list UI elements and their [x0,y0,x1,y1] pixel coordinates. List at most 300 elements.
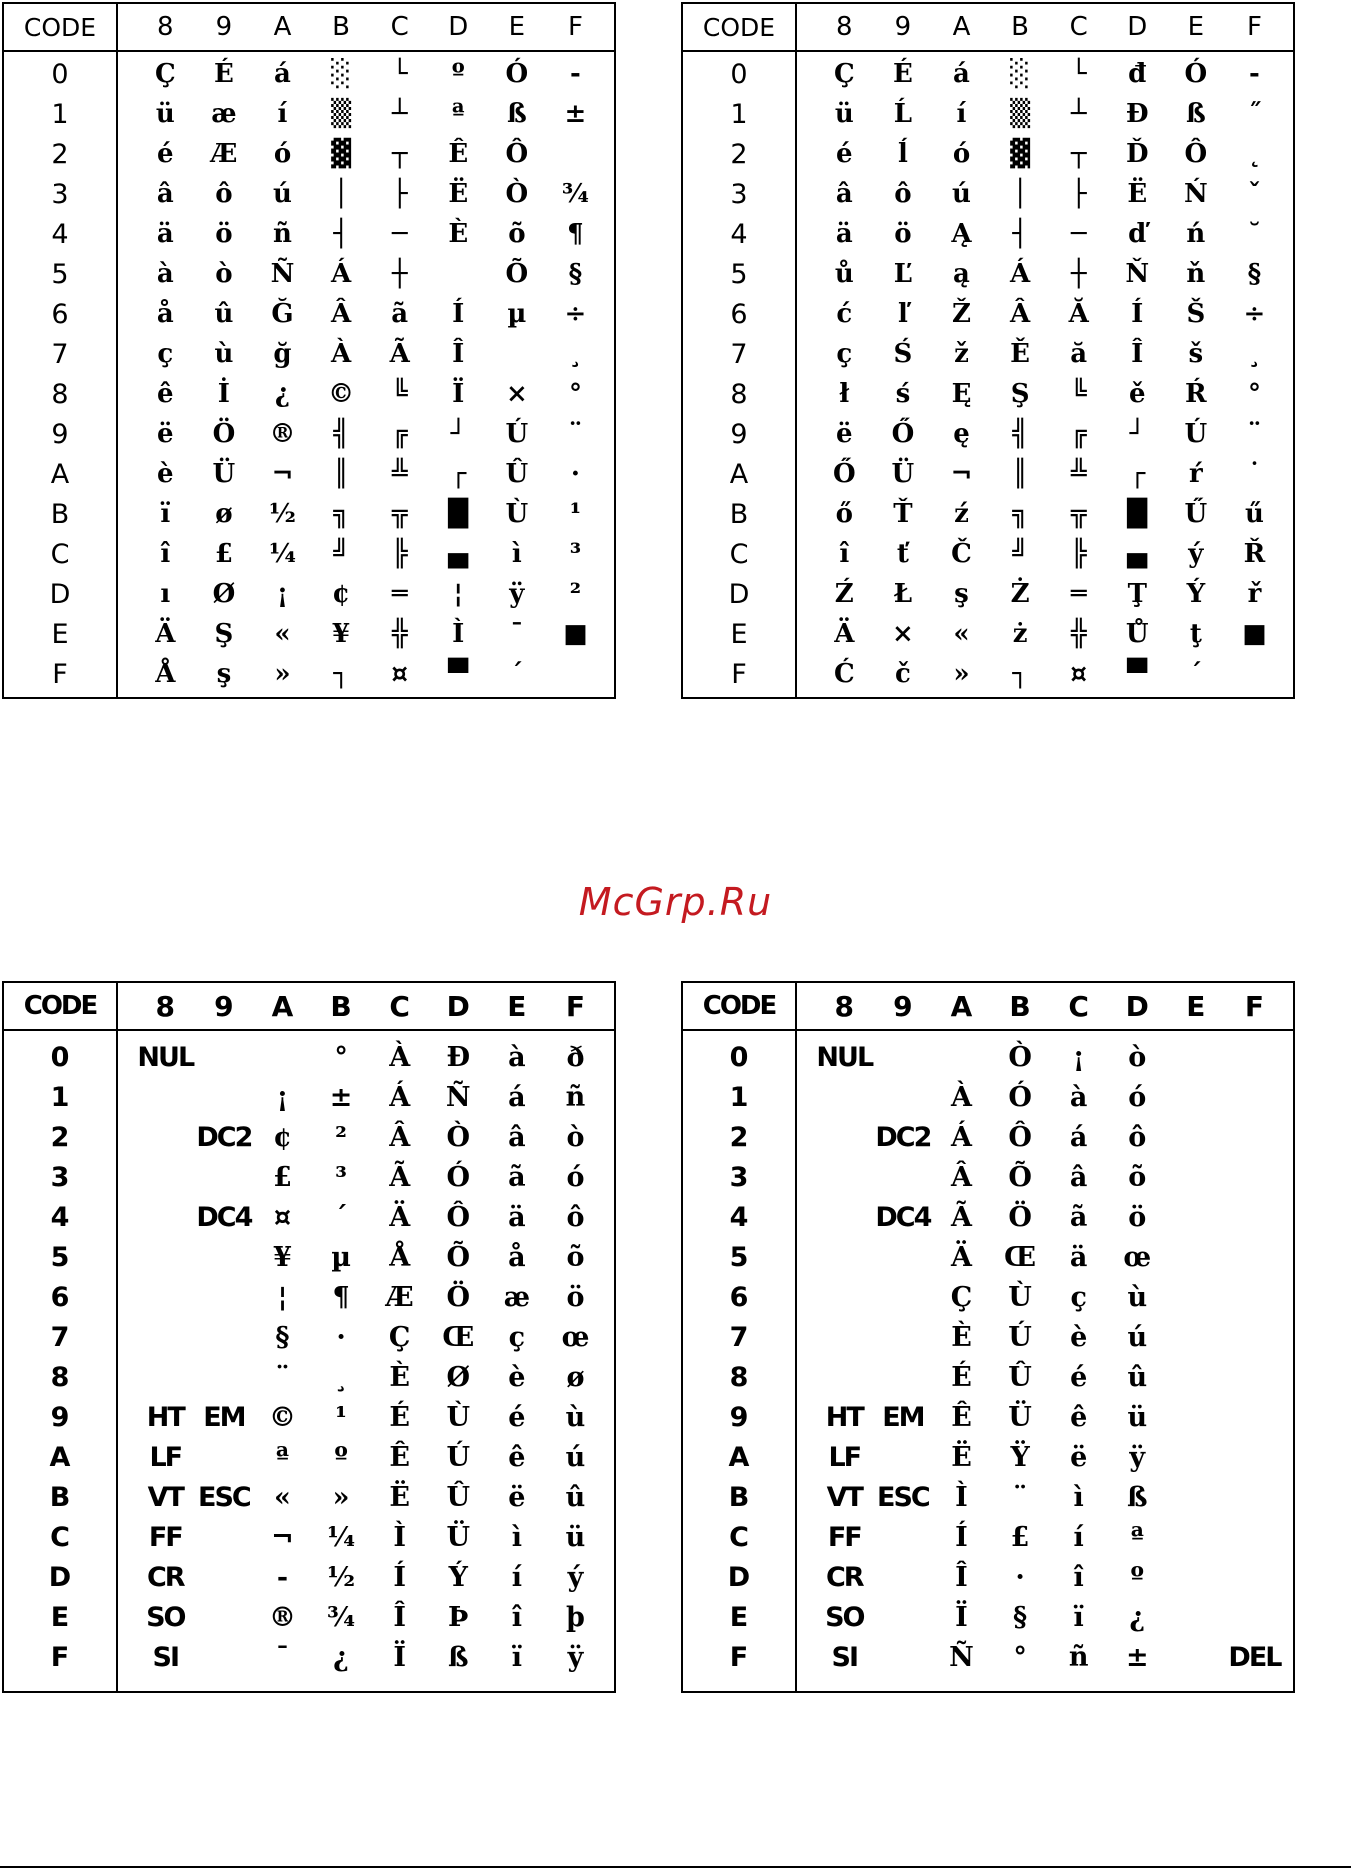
table-row [683,1117,1293,1157]
table-row [4,1317,614,1357]
row-code: 6 [51,298,69,330]
char-cell: ╣ [333,419,349,449]
char-cell: Ã [389,1161,411,1193]
char-cell: Œ [1004,1241,1037,1273]
char-cell: Ö [446,1281,471,1313]
char-cell: ę [953,419,970,449]
table-row [4,1597,614,1637]
char-cell: À [389,1041,411,1073]
char-cell: í [277,99,288,129]
char-cell: ° [1013,1641,1027,1673]
char-cell: SO [146,1601,185,1633]
char-cell: Â [951,1161,972,1193]
column-header: 8 [834,989,855,1023]
char-cell: ▓ [331,139,352,169]
char-cell: â [1069,1161,1088,1193]
table-row [4,534,614,574]
char-cell: ï [1073,1601,1084,1633]
char-cell: Ů [1125,619,1149,649]
char-cell: á [1069,1121,1088,1153]
char-cell: Ç [154,59,176,89]
char-cell: ¾ [326,1601,356,1633]
char-cell: æ [503,1281,531,1313]
char-cell: œ [1123,1241,1152,1273]
char-cell: ç [157,339,174,369]
char-cell: Ô [446,1201,471,1233]
table-row [683,1197,1293,1237]
char-cell: ä [156,219,174,249]
char-cell: ╝ [333,539,349,569]
char-cell: Ü [212,459,236,489]
char-cell: SI [152,1641,179,1673]
char-cell: ■ [563,619,588,649]
char-cell: Ä [834,619,855,649]
char-cell: ½ [326,1561,356,1593]
char-cell: Ì [955,1481,968,1513]
char-cell: ═ [391,579,408,609]
char-cell: ¬ [271,459,294,489]
char-cell: ë [157,419,174,449]
char-cell: Ç [388,1321,411,1353]
table-row [4,1517,614,1557]
char-cell: ź [954,499,969,529]
char-cell: ÷ [564,299,587,329]
char-cell: ¤ [391,659,408,689]
char-cell: ò [1128,1041,1147,1073]
char-cell: ¡ [1072,1041,1085,1073]
char-cell: · [570,459,580,489]
char-cell: ® [269,419,296,449]
char-cell: Ä [155,619,176,649]
table-row [4,1077,614,1117]
table-row [4,1197,614,1237]
table-row [4,1397,614,1437]
char-cell: Â [389,1121,411,1153]
char-cell: Ű [1184,499,1208,529]
char-cell: š [1188,339,1204,369]
char-cell: Ý [448,1561,468,1593]
char-cell: ˇ [1247,179,1261,209]
char-cell: û [1127,1361,1148,1393]
char-cell: ± [1125,1641,1149,1673]
char-cell: Å [155,659,176,689]
char-cell: Ř [1243,539,1266,569]
char-cell: - [570,59,581,89]
char-cell: ║ [1012,459,1028,489]
char-cell: ¶ [332,1281,350,1313]
char-cell: Ó [1008,1081,1032,1113]
char-cell: Â [1009,299,1031,329]
column-header: A [950,989,973,1023]
char-cell: ä [835,219,853,249]
char-cell: Ď [1125,139,1149,169]
table-row [683,1157,1293,1197]
char-cell: ª [1130,1521,1144,1553]
char-cell: ¡ [276,1081,289,1113]
char-cell: ▄ [1127,539,1148,569]
char-cell: ą [953,259,970,289]
table-row [683,534,1293,574]
char-cell: ¢ [273,1121,292,1153]
char-cell: º [451,59,465,89]
char-cell: ã [391,299,409,329]
char-cell: ś [895,379,911,409]
column-header: B [1009,989,1031,1023]
row-code: 2 [730,138,748,170]
char-cell: â [835,179,853,209]
char-cell: Å [389,1241,411,1273]
char-cell: õ [566,1241,585,1273]
char-cell: ┌ [1129,459,1146,489]
char-cell: ã [1069,1201,1088,1233]
char-cell: Ş [1010,379,1030,409]
column-header: 9 [893,989,913,1023]
char-cell: º [1130,1561,1145,1593]
char-cell: ŕ [1189,459,1203,489]
char-cell: ▀ [448,659,469,689]
char-cell: Ñ [445,1081,471,1113]
char-cell: ¦ [277,1281,288,1313]
row-code: B [728,1481,750,1513]
row-code: 3 [51,178,69,210]
char-cell: á [274,59,291,89]
char-cell: º [334,1441,348,1473]
char-cell: ť [896,539,909,569]
row-code: D [727,1561,751,1593]
char-cell: ¯ [510,619,524,649]
char-cell: ¦ [453,579,463,609]
char-cell: Í [393,1561,406,1593]
char-cell: ˘ [1247,219,1261,249]
column-header: F [1246,12,1262,42]
char-cell: õ [1128,1161,1147,1193]
char-cell: ▄ [448,539,469,569]
char-cell: Î [1131,339,1144,369]
char-cell: Ł [893,579,913,609]
char-cell: Ê [951,1401,972,1433]
row-code: 1 [50,1081,70,1113]
row-code: 4 [729,1201,749,1233]
char-cell: Ú [446,1441,471,1473]
char-cell: ł [839,379,850,409]
table-row [683,94,1293,134]
table-row [4,214,614,254]
char-cell: â [156,179,174,209]
char-cell: ¡ [276,579,289,609]
char-cell: Ô [1184,139,1208,169]
row-code: 5 [730,258,748,290]
char-cell: ý [1188,539,1204,569]
table-row [4,1477,614,1517]
char-cell: è [508,1361,526,1393]
char-cell: ª [275,1441,290,1473]
char-cell: ń [1186,219,1206,249]
table-row [4,1157,614,1197]
char-cell: ¹ [335,1401,347,1433]
char-cell: û [214,299,234,329]
char-cell: Ż [1010,579,1030,609]
column-headers [136,12,605,42]
table-row [683,1277,1293,1317]
row-code: 0 [50,1041,70,1073]
char-cell: Ü [446,1521,471,1553]
char-cell: ▀ [1127,659,1148,689]
char-cell: ï [511,1641,522,1673]
row-code: 7 [730,338,748,370]
char-cell: DC2 [875,1121,931,1153]
char-cell: VT [147,1481,183,1513]
footer-rule [0,1866,1351,1868]
char-cell: ╠ [391,539,408,569]
char-cell: ▒ [1010,99,1031,129]
char-cell: Ò [1008,1041,1032,1073]
char-cell: Ã [951,1201,972,1233]
char-cell: ď [1128,219,1147,249]
char-cell: Ň [1125,259,1150,289]
char-cell: ┬ [1070,139,1087,169]
char-cell: Û [1008,1361,1032,1393]
char-cell: õ [508,219,526,249]
char-cell: û [565,1481,586,1513]
char-cell: § [1247,259,1262,289]
code-label: CODE [23,12,97,42]
row-code: 5 [50,1241,70,1273]
char-cell: « [953,619,970,649]
char-cell: ê [1070,1401,1088,1433]
char-cell: ┐ [333,659,349,689]
char-cell: │ [333,179,349,209]
char-cell: ¶ [567,219,584,249]
table-header [683,983,1265,1029]
char-cell: ć [836,299,853,329]
char-cell: ó [273,139,292,169]
char-cell: Ñ [270,259,295,289]
char-cell: - [1249,59,1260,89]
char-cell: ö [894,219,912,249]
char-cell: NUL [137,1041,194,1073]
char-cell: Ş [214,619,234,649]
char-cell: ú [273,179,292,209]
code-label: CODE [23,991,97,1021]
row-code: F [729,1641,749,1673]
char-cell: á [508,1081,526,1113]
char-cell: © [268,1401,296,1433]
column-header: D [446,989,470,1023]
row-code: 4 [50,1201,70,1233]
char-cell: Á [389,1081,411,1113]
char-cell: Ŕ [1185,379,1207,409]
char-cell: ║ [333,459,349,489]
table-row [683,574,1293,614]
row-code: 2 [50,1121,70,1153]
table-row [683,134,1293,174]
char-cell: œ [561,1321,590,1353]
row-code: 9 [51,418,69,450]
char-cell: Ę [951,379,972,409]
char-cell: EM [203,1401,245,1433]
char-cell: É [951,1361,972,1393]
char-cell: Š [1186,299,1206,329]
char-cell: ş [954,579,969,609]
column-header: D [1125,989,1149,1023]
char-cell: Ç [833,59,855,89]
char-cell: î [511,1601,522,1633]
header-divider [683,1029,1293,1031]
char-cell: CR [825,1561,863,1593]
row-code: 3 [50,1161,70,1193]
char-cell: É [892,59,913,89]
column-header: C [390,12,409,42]
table-row [4,294,614,334]
char-cell: Ö [1008,1201,1032,1233]
table-row [4,334,614,374]
char-cell: î [1073,1561,1084,1593]
char-cell: └ [1070,59,1087,89]
table-rows [683,54,1293,694]
row-code: 1 [51,98,69,130]
char-cell: Î [955,1561,968,1593]
char-cell: DC2 [196,1121,252,1153]
column-header: E [1187,12,1205,42]
char-cell: VT [826,1481,862,1513]
table-row [4,1637,614,1677]
char-cell: Í [1131,299,1144,329]
char-cell: í [511,1561,522,1593]
char-cell: é [836,139,853,169]
char-cell: é [157,139,174,169]
char-cell: ┼ [391,259,408,289]
table-row [683,1517,1293,1557]
char-cell: ß [506,99,527,129]
char-cell: Î [393,1601,406,1633]
row-code: 3 [729,1161,749,1193]
char-cell: Ù [1008,1281,1032,1313]
table-row [683,54,1293,94]
row-code: A [729,458,749,490]
char-cell: » [274,659,291,689]
char-cell: █ [448,499,469,529]
row-code: C [729,538,749,570]
char-cell: ├ [1070,179,1087,209]
char-cell: ú [565,1441,586,1473]
char-cell: FF [148,1521,182,1553]
char-cell: Ù [505,499,529,529]
column-header: 9 [894,12,912,42]
column-header: 8 [836,12,853,42]
table-row [683,1317,1293,1357]
char-cell: £ [214,539,233,569]
column-header: E [507,989,527,1023]
char-cell: ù [565,1401,586,1433]
char-cell: ţ [1189,619,1202,649]
char-cell: Ì [452,619,465,649]
char-cell: ß [1127,1481,1148,1513]
char-cell: ² [335,1121,347,1153]
row-code: E [50,1601,70,1633]
char-cell: ô [1128,1121,1147,1153]
char-cell: ø [215,499,233,529]
char-cell: ľ [897,299,908,329]
table-row [683,654,1293,694]
char-cell: Ă [1068,299,1089,329]
column-headers [136,990,605,1023]
char-cell: ă [1070,339,1088,369]
char-cell: î [160,539,171,569]
char-cell: Ù [446,1401,471,1433]
row-code: B [50,498,70,530]
header-divider [4,1029,614,1031]
char-cell: ë [1070,1441,1088,1473]
char-cell: NUL [816,1041,873,1073]
char-cell: Ó [1184,59,1208,89]
char-cell: ° [568,379,582,409]
table-row [683,1037,1293,1077]
char-cell: Û [505,459,529,489]
char-cell: ¥ [332,619,351,649]
char-cell: ¤ [1070,659,1087,689]
table-row [4,1037,614,1077]
column-header: A [952,12,971,42]
char-cell: İ [217,379,230,409]
column-header: 8 [155,989,176,1023]
row-code: 7 [51,338,69,370]
row-code: 8 [730,378,748,410]
char-cell: ─ [1070,219,1087,249]
char-cell: ¿ [1129,1601,1146,1633]
char-cell: Ó [505,59,529,89]
char-cell: Ő [832,459,856,489]
char-cell: ╔ [1070,419,1087,449]
table-row [4,414,614,454]
row-code: 9 [730,418,748,450]
char-cell: » [953,659,970,689]
char-cell: ý [567,1561,584,1593]
char-cell: É [389,1401,410,1433]
table-row [683,1237,1293,1277]
char-cell: ë [508,1481,526,1513]
column-header: F [567,12,583,42]
watermark: McGrp.Ru [578,880,773,924]
char-cell: ▒ [331,99,352,129]
char-cell: È [448,219,469,249]
char-cell: ┘ [450,419,467,449]
row-code: A [50,458,70,490]
char-cell: Ï [393,1641,406,1673]
char-cell: ╩ [391,459,408,489]
char-cell: ì [511,539,522,569]
char-cell: ¼ [268,539,297,569]
char-cell: Ú [1008,1321,1032,1353]
char-cell: ª [451,99,465,129]
row-code: C [50,1521,70,1553]
table-row [683,214,1293,254]
char-cell: ╔ [391,419,408,449]
char-cell: ð [566,1041,585,1073]
char-cell: È [951,1321,972,1353]
char-cell: à [508,1041,526,1073]
char-cell: - [276,1561,289,1593]
row-code: 8 [729,1361,749,1393]
table-row [4,1557,614,1597]
char-cell: ö [215,219,233,249]
table-header [4,4,583,50]
char-cell: ê [508,1441,526,1473]
char-cell: Ü [1008,1401,1032,1433]
char-cell: Ú [505,419,529,449]
char-cell: ˛ [1247,139,1261,169]
row-code: C [729,1521,749,1553]
char-cell: ò [566,1121,585,1153]
